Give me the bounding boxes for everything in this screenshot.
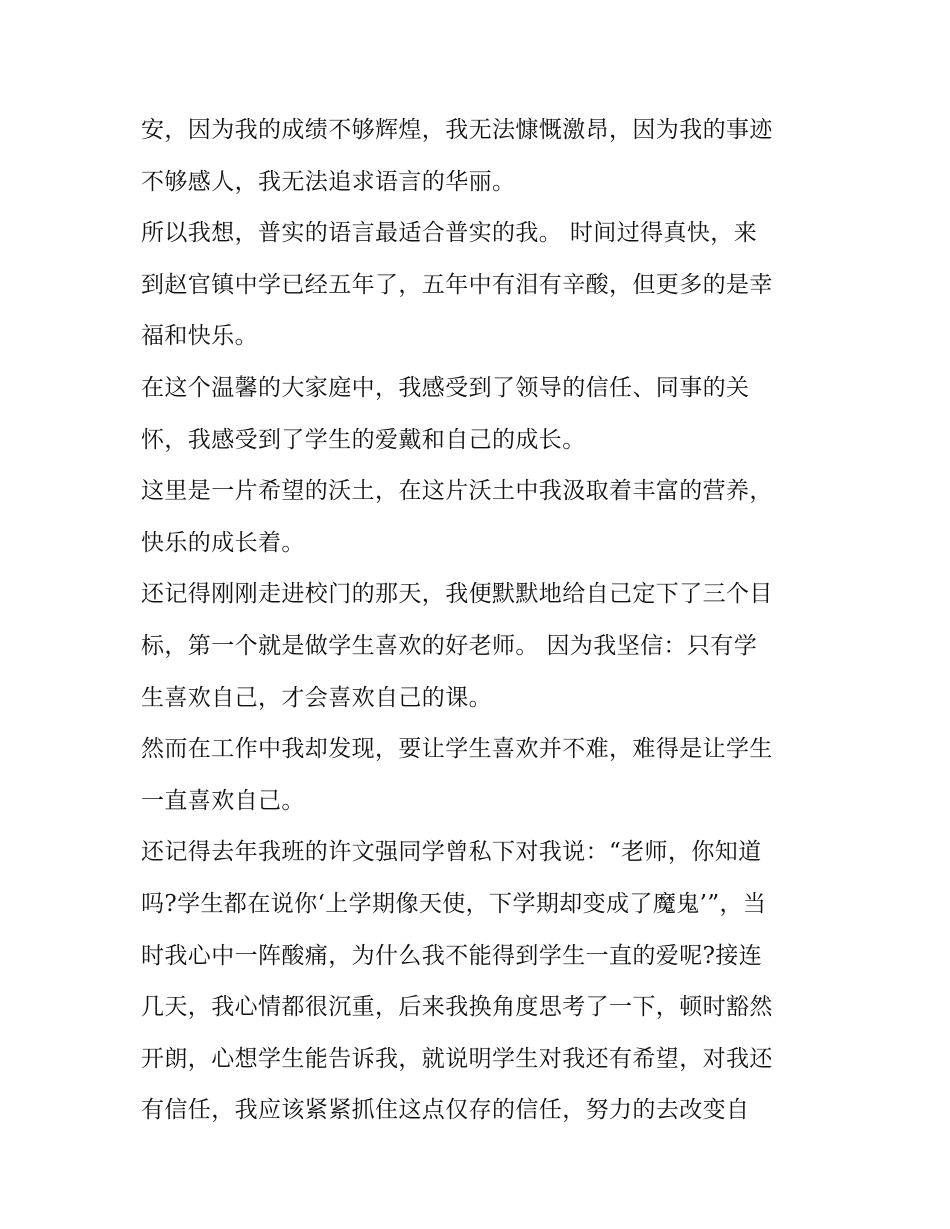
text-line: 不够感人，我无法追求语言的华丽。 bbox=[141, 168, 516, 195]
text-line: 标，第一个就是做学生喜欢的好老师。 因为我坚信：只有学 bbox=[141, 632, 758, 659]
text-line: 时我心中一阵酸痛，为什么我不能得到学生一直的爱呢?接连 bbox=[141, 942, 763, 969]
text-line: 所以我想，普实的语言最适合普实的我。 时间过得真快，来 bbox=[141, 220, 758, 247]
text-line: 还记得刚刚走进校门的那天，我便默默地给自己定下了三个目 bbox=[141, 581, 773, 608]
text-line: 怀，我感受到了学生的爱戴和自己的成长。 bbox=[141, 426, 586, 453]
text-line: 福和快乐。 bbox=[141, 323, 258, 350]
text-line: 这里是一片希望的沃土，在这片沃土中我汲取着丰富的营养， bbox=[141, 478, 773, 505]
text-line: 生喜欢自己，才会喜欢自己的课。 bbox=[141, 684, 492, 711]
text-line: 一直喜欢自己。 bbox=[141, 787, 305, 814]
text-line: 然而在工作中我却发现，要让学生喜欢并不难，难得是让学生 bbox=[141, 736, 773, 763]
text-line: 快乐的成长着。 bbox=[141, 529, 305, 556]
text-line: 吗?学生都在说你‘上学期像天使，下学期却变成了魔鬼’”，当 bbox=[141, 890, 767, 917]
text-line: 开朗，心想学生能告诉我，就说明学生对我还有希望，对我还 bbox=[141, 1045, 773, 1072]
text-line: 有信任，我应该紧紧抓住这点仅存的信任，努力的去改变自 bbox=[141, 1097, 750, 1124]
text-line: 还记得去年我班的许文强同学曾私下对我说：“老师，你知道 bbox=[141, 839, 762, 866]
text-line: 在这个温馨的大家庭中，我感受到了领导的信任、同事的关 bbox=[141, 374, 750, 401]
text-line: 几天，我心情都很沉重，后来我换角度思考了一下，顿时豁然 bbox=[141, 994, 773, 1021]
body-text bbox=[141, 105, 821, 1137]
text-line: 到赵官镇中学已经五年了，五年中有泪有辛酸，但更多的是幸 bbox=[141, 271, 773, 298]
text-line: 安，因为我的成绩不够辉煌，我无法慷慨激昂，因为我的事迹 bbox=[141, 117, 773, 143]
